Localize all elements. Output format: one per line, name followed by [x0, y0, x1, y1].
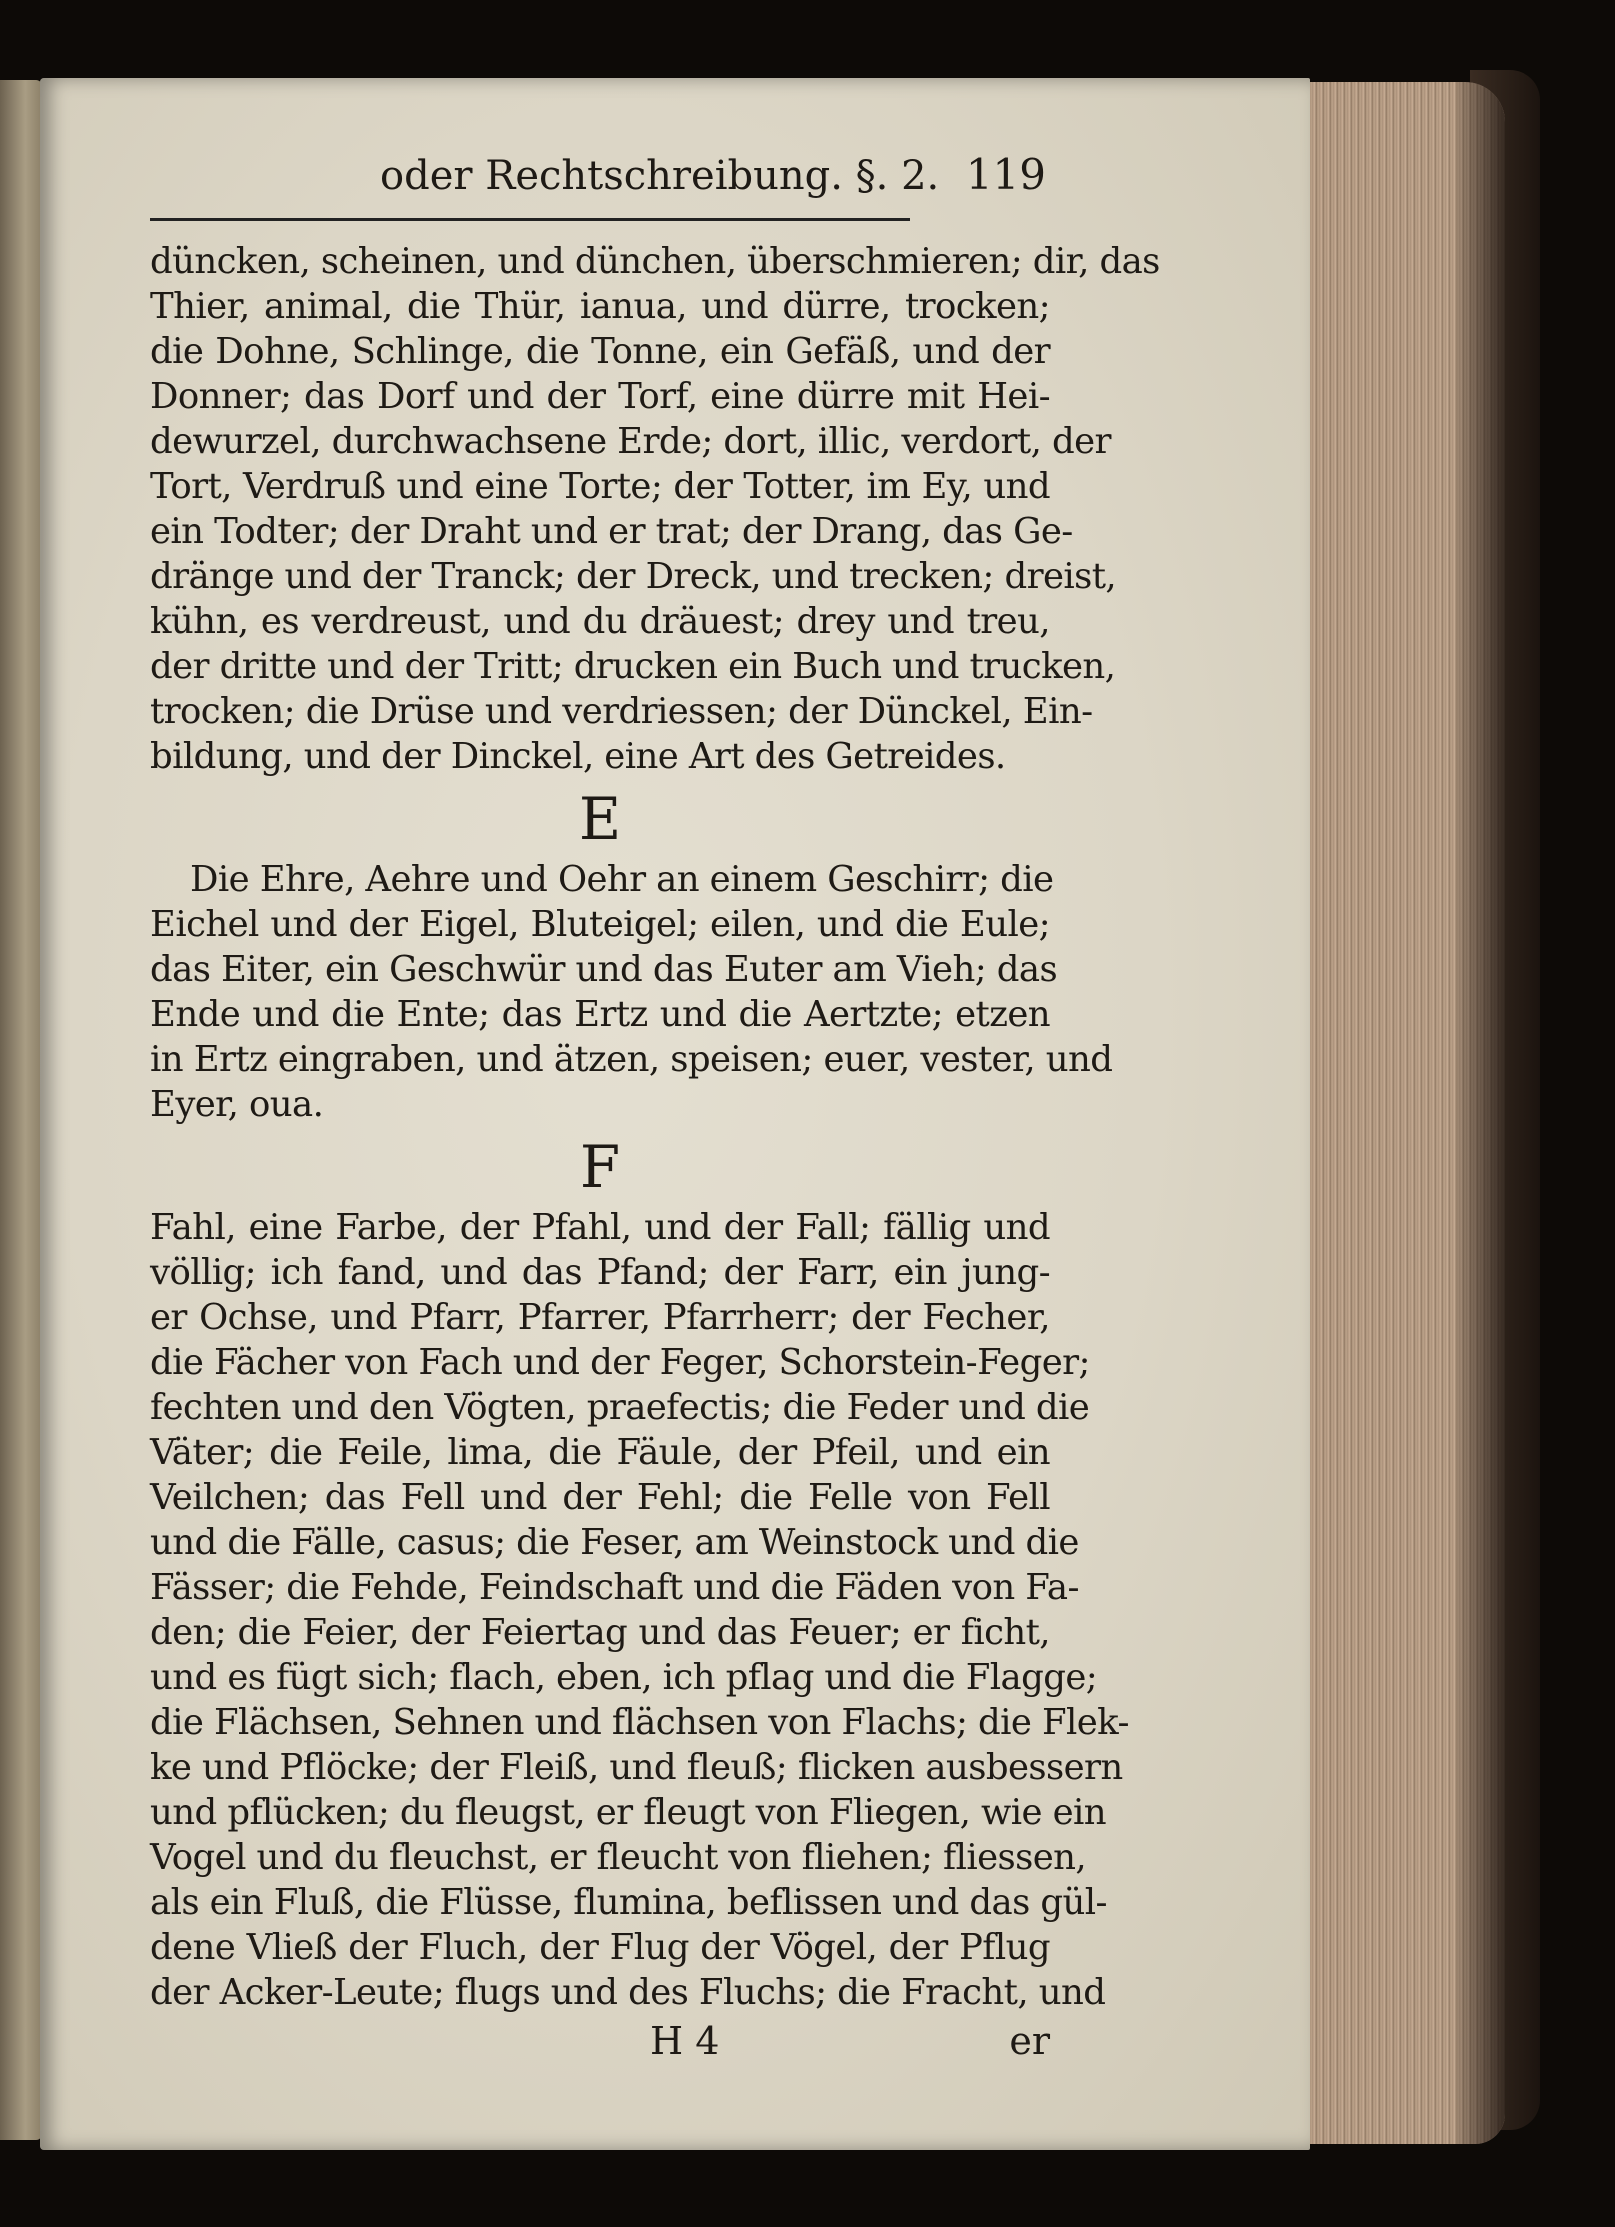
text-line: düncken, scheinen, und dünchen, überschmieren; dir, das [150, 241, 1160, 282]
running-header [150, 150, 1050, 214]
header-rule [150, 218, 910, 221]
text-line: völlig; ich fand, und das Pfand; der Farr, ein jung- [150, 1252, 1050, 1293]
text-line: die Fächer von Fach und der Feger, Schorstein-Feger; [150, 1342, 1090, 1383]
text-line: Eyer, oua. [150, 1084, 324, 1125]
text-line: Tort, Verdruß und eine Torte; der Totter, im Ey, und [150, 466, 1050, 507]
text-line: ein Todter; der Draht und er trat; der Drang, das Ge- [150, 511, 1073, 552]
text-line: und die Fälle, casus; die Feser, am Weinstock und die [150, 1522, 1079, 1563]
text-line: Vogel und du fleuchst, er fleucht von fliehen; fliessen, [150, 1837, 1087, 1878]
text-line: Thier, animal, die Thür, ianua, und dürre, trocken; [150, 286, 1050, 327]
text-line: der dritte und der Tritt; drucken ein Buch und trucken, [150, 646, 1116, 687]
section-d-tail [150, 239, 1160, 779]
text-line: Fahl, eine Farbe, der Pfahl, und der Fall; fällig und [150, 1207, 1050, 1248]
page-text [150, 150, 1160, 2069]
text-line: Donner; das Dorf und der Torf, eine dürre mit Hei- [150, 376, 1050, 417]
text-line: und pflücken; du fleugst, er fleugt von Fliegen, wie ein [150, 1792, 1106, 1833]
text-line: den; die Feier, der Feiertag und das Feuer; er ficht, [150, 1612, 1050, 1653]
text-line: Die Ehre, Aehre und Oehr an einem Geschirr; die [190, 859, 1054, 900]
running-title: oder Rechtschreibung. §. 2. [380, 153, 940, 199]
text-line: Veilchen; das Fell und der Fehl; die Felle von Fell [150, 1477, 1050, 1518]
text-line: fechten und den Vögten, praefectis; die Feder und die [150, 1387, 1090, 1428]
text-line: als ein Fluß, die Flüsse, flumina, beflissen und das gül- [150, 1882, 1107, 1923]
catchword: er [1009, 2019, 1050, 2063]
facing-page-edge [0, 80, 42, 2140]
page-number: 119 [965, 150, 1046, 199]
text-line: dränge und der Tranck; der Dreck, und trecken; dreist, [150, 556, 1117, 597]
text-line: dene Vließ der Fluch, der Flug der Vögel, der Pflug [150, 1927, 1050, 1968]
text-line: er Ochse, und Pfarr, Pfarrer, Pfarrherr; der Fecher, [150, 1297, 1050, 1338]
section-e [150, 857, 1113, 1127]
text-line: trocken; die Drüse und verdriessen; der Dünckel, Ein- [150, 691, 1093, 732]
text-line: kühn, es verdreust, und du dräuest; drey und treu, [150, 601, 1050, 642]
text-line: Eichel und der Eigel, Bluteigel; eilen, und die Eule; [150, 904, 1050, 945]
text-line: das Eiter, ein Geschwür und das Euter am Vieh; das [150, 949, 1058, 990]
page-block-edges [1285, 82, 1505, 2144]
signature-mark: H 4 [650, 2019, 720, 2063]
text-line: die Flächsen, Sehnen und flächsen von Flachs; die Flek- [150, 1702, 1129, 1743]
text-line: Fässer; die Fehde, Feindschaft und die Fäden von Fa- [150, 1567, 1079, 1608]
text-line: die Dohne, Schlinge, die Tonne, ein Gefäß, und der [150, 331, 1050, 372]
section-letter-f: F [579, 1133, 621, 1201]
text-line: und es fügt sich; flach, eben, ich pflag und die Flagge; [150, 1657, 1098, 1698]
text-line: in Ertz eingraben, und ätzen, speisen; euer, vester, und [150, 1039, 1113, 1080]
section-f [150, 1205, 1129, 2015]
text-line: Ende und die Ente; das Ertz und die Aertzte; etzen [150, 994, 1050, 1035]
page-footer [150, 2019, 1050, 2069]
text-line: bildung, und der Dinckel, eine Art des Getreides. [150, 736, 1006, 777]
text-line: dewurzel, durchwachsene Erde; dort, illic, verdort, der [150, 421, 1111, 462]
text-line: der Acker-Leute; flugs und des Fluchs; die Fracht, und [150, 1972, 1106, 2013]
text-line: ke und Pflöcke; der Fleiß, und fleuß; flicken ausbessern [150, 1747, 1123, 1788]
text-line: Väter; die Feile, lima, die Fäule, der Pfeil, und ein [150, 1432, 1050, 1473]
section-letter-e: E [578, 785, 622, 853]
